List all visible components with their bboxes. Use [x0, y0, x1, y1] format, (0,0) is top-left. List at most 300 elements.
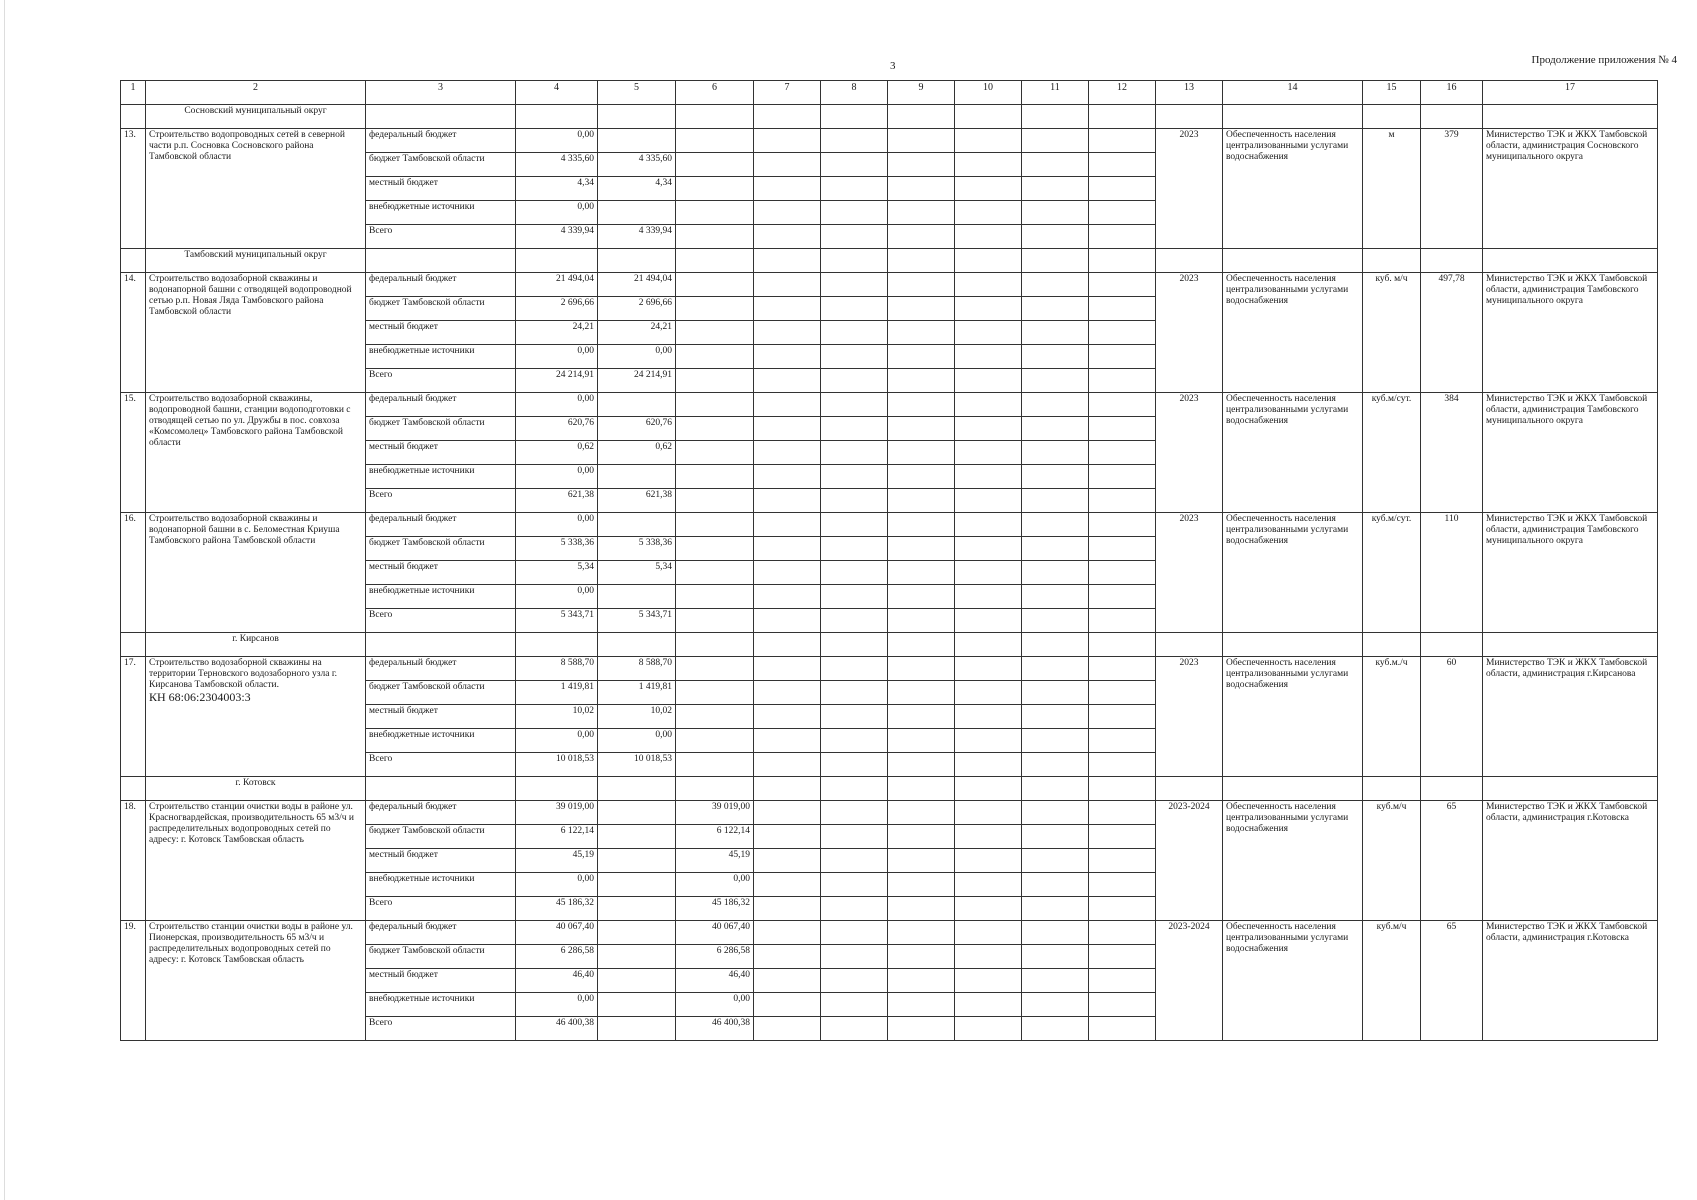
empty-cell [888, 225, 955, 249]
district-cell-empty [1089, 777, 1156, 801]
empty-cell [821, 321, 888, 345]
empty-cell [754, 273, 821, 297]
empty-cell [821, 489, 888, 513]
funding-source: местный бюджет [366, 561, 516, 585]
implementation-year: 2023 [1156, 393, 1223, 513]
empty-cell [821, 201, 888, 225]
funding-source: бюджет Тамбовской области [366, 681, 516, 705]
district-cell-empty [598, 633, 676, 657]
amount-2023 [598, 993, 676, 1017]
empty-cell [955, 561, 1022, 585]
amount-2024 [676, 201, 754, 225]
project-number: 16. [121, 513, 146, 633]
empty-cell [821, 393, 888, 417]
empty-cell [821, 609, 888, 633]
empty-cell [1022, 129, 1089, 153]
implementation-year: 2023 [1156, 273, 1223, 393]
table-row [121, 657, 1658, 681]
district-cell-empty [598, 105, 676, 129]
empty-cell [888, 801, 955, 825]
empty-cell [955, 921, 1022, 945]
empty-cell [888, 969, 955, 993]
empty-cell [821, 561, 888, 585]
empty-cell [754, 609, 821, 633]
empty-cell [754, 225, 821, 249]
column-number: 6 [676, 81, 754, 105]
executor: Министерство ТЭК и ЖКХ Тамбовской области, администрация Тамбовского муниципального округа [1483, 393, 1658, 513]
amount-total: 24,21 [516, 321, 598, 345]
empty-cell [1022, 945, 1089, 969]
amount-total: 0,00 [516, 393, 598, 417]
funding-source: местный бюджет [366, 969, 516, 993]
district-cell-empty [888, 633, 955, 657]
district-cell-empty [955, 777, 1022, 801]
empty-cell [1022, 225, 1089, 249]
district-cell-empty [1363, 777, 1421, 801]
district-cell-empty [955, 105, 1022, 129]
implementation-year: 2023 [1156, 657, 1223, 777]
empty-cell [888, 945, 955, 969]
amount-2023: 8 588,70 [598, 657, 676, 681]
amount-total: 5 343,71 [516, 609, 598, 633]
empty-cell [1022, 513, 1089, 537]
funding-source: Всего [366, 753, 516, 777]
empty-cell [888, 153, 955, 177]
empty-cell [1022, 537, 1089, 561]
empty-cell [821, 345, 888, 369]
table-row [121, 393, 1658, 417]
funding-source: местный бюджет [366, 441, 516, 465]
empty-cell [1022, 609, 1089, 633]
empty-cell [955, 345, 1022, 369]
column-number: 4 [516, 81, 598, 105]
amount-total: 39 019,00 [516, 801, 598, 825]
amount-2024 [676, 657, 754, 681]
executor: Министерство ТЭК и ЖКХ Тамбовской области, администрация г.Кирсанова [1483, 657, 1658, 777]
empty-cell [888, 729, 955, 753]
empty-cell [754, 657, 821, 681]
empty-cell [1089, 945, 1156, 969]
column-number: 9 [888, 81, 955, 105]
empty-cell [754, 561, 821, 585]
empty-cell [821, 873, 888, 897]
district-cell-empty [955, 633, 1022, 657]
amount-total: 620,76 [516, 417, 598, 441]
amount-2023 [598, 897, 676, 921]
funding-source: бюджет Тамбовской области [366, 537, 516, 561]
amount-2023 [598, 825, 676, 849]
amount-2023: 1 419,81 [598, 681, 676, 705]
empty-cell [888, 369, 955, 393]
empty-cell [754, 417, 821, 441]
empty-cell [888, 753, 955, 777]
district-cell-empty [821, 249, 888, 273]
empty-cell [754, 873, 821, 897]
empty-cell [1022, 1017, 1089, 1041]
unit: куб.м/сут. [1363, 513, 1421, 633]
unit: куб.м/сут. [1363, 393, 1421, 513]
project-name-text: Строительство водозаборной скважины и водонапорной башни в с. Беломестная Криуша Тамбовского района Тамбовской области [149, 514, 340, 546]
funding-source: Всего [366, 1017, 516, 1041]
empty-cell [1089, 129, 1156, 153]
district-cell-empty [888, 249, 955, 273]
project-number: 18. [121, 801, 146, 921]
empty-cell [955, 417, 1022, 441]
empty-cell [955, 537, 1022, 561]
district-cell-empty [516, 777, 598, 801]
empty-cell [888, 201, 955, 225]
amount-total: 5,34 [516, 561, 598, 585]
empty-cell [888, 513, 955, 537]
funding-source: внебюджетные источники [366, 201, 516, 225]
empty-cell [821, 369, 888, 393]
funding-source: местный бюджет [366, 849, 516, 873]
amount-total: 46 400,38 [516, 1017, 598, 1041]
empty-cell [888, 441, 955, 465]
funding-source: федеральный бюджет [366, 393, 516, 417]
empty-cell [1089, 609, 1156, 633]
project-name-text: Строительство станции очистки воды в районе ул. Красногвардейская, производительность 65 м3/ч и распределительных водопроводных сетей по адресу: г. Котовск Тамбовская область [149, 802, 354, 845]
district-cell-empty [121, 249, 146, 273]
amount-2023: 4 335,60 [598, 153, 676, 177]
district-cell-empty [516, 633, 598, 657]
empty-cell [1089, 417, 1156, 441]
amount-2024: 46,40 [676, 969, 754, 993]
empty-cell [754, 801, 821, 825]
amount-total: 4 339,94 [516, 225, 598, 249]
investment-table [120, 80, 1658, 1041]
district-cell-empty [821, 105, 888, 129]
empty-cell [1022, 417, 1089, 441]
amount-total: 0,62 [516, 441, 598, 465]
empty-cell [821, 1017, 888, 1041]
amount-2023 [598, 1017, 676, 1041]
empty-cell [754, 441, 821, 465]
indicator-value: 497,78 [1421, 273, 1483, 393]
empty-cell [955, 369, 1022, 393]
amount-2024 [676, 729, 754, 753]
amount-2023 [598, 465, 676, 489]
amount-2024 [676, 345, 754, 369]
empty-cell [888, 585, 955, 609]
empty-cell [754, 753, 821, 777]
empty-cell [955, 873, 1022, 897]
empty-cell [888, 825, 955, 849]
district-cell-empty [1223, 633, 1363, 657]
empty-cell [821, 513, 888, 537]
amount-total: 0,00 [516, 513, 598, 537]
amount-2023 [598, 849, 676, 873]
district-cell-empty [676, 105, 754, 129]
column-number: 3 [366, 81, 516, 105]
empty-cell [754, 849, 821, 873]
amount-total: 10 018,53 [516, 753, 598, 777]
funding-source: местный бюджет [366, 321, 516, 345]
column-number: 13 [1156, 81, 1223, 105]
empty-cell [821, 753, 888, 777]
district-cell-empty [1223, 105, 1363, 129]
project-name-text: Строительство станции очистки воды в районе ул. Пионерская, производительность 65 м3/ч и распределительных водопроводных сетей по адресу: г. Котовск Тамбовская область [149, 922, 353, 965]
amount-2024 [676, 681, 754, 705]
unit: м [1363, 129, 1421, 249]
district-cell-empty [1483, 249, 1658, 273]
column-number: 12 [1089, 81, 1156, 105]
empty-cell [888, 537, 955, 561]
amount-2023 [598, 921, 676, 945]
column-number: 16 [1421, 81, 1483, 105]
project-name-text: Строительство водозаборной скважины и водонапорной башни с отводящей водопроводной сетью р.п. Новая Ляда Тамбовского района Тамбовской области [149, 274, 352, 317]
indicator: Обеспеченность населения централизованными услугами водоснабжения [1223, 921, 1363, 1041]
empty-cell [1022, 177, 1089, 201]
funding-source: местный бюджет [366, 705, 516, 729]
empty-cell [754, 177, 821, 201]
unit: куб. м/ч [1363, 273, 1421, 393]
indicator-value: 60 [1421, 657, 1483, 777]
empty-cell [754, 489, 821, 513]
empty-cell [1022, 873, 1089, 897]
amount-2023: 4,34 [598, 177, 676, 201]
amount-2024 [676, 513, 754, 537]
empty-cell [955, 681, 1022, 705]
project-number: 19. [121, 921, 146, 1041]
empty-cell [1022, 153, 1089, 177]
executor: Министерство ТЭК и ЖКХ Тамбовской области, администрация Тамбовского муниципального округа [1483, 513, 1658, 633]
funding-source: бюджет Тамбовской области [366, 417, 516, 441]
empty-cell [888, 993, 955, 1017]
empty-cell [821, 441, 888, 465]
project-name [146, 657, 366, 777]
district-cell-empty [1022, 633, 1089, 657]
empty-cell [1089, 729, 1156, 753]
district-cell-empty [676, 249, 754, 273]
empty-cell [821, 945, 888, 969]
empty-cell [955, 1017, 1022, 1041]
empty-cell [1089, 561, 1156, 585]
indicator: Обеспеченность населения централизованными услугами водоснабжения [1223, 513, 1363, 633]
project-name-text: Строительство водопроводных сетей в северной части р.п. Сосновка Сосновского района Тамбовской области [149, 130, 345, 162]
empty-cell [754, 465, 821, 489]
empty-cell [955, 945, 1022, 969]
amount-2023 [598, 201, 676, 225]
amount-2023: 10,02 [598, 705, 676, 729]
empty-cell [754, 129, 821, 153]
empty-cell [1022, 273, 1089, 297]
empty-cell [754, 825, 821, 849]
empty-cell [821, 801, 888, 825]
district-cell-empty [366, 249, 516, 273]
district-cell-empty [821, 633, 888, 657]
empty-cell [1089, 825, 1156, 849]
project-name [146, 801, 366, 921]
empty-cell [1089, 585, 1156, 609]
cadastral-number: КН 68:06:2304003:3 [149, 689, 251, 704]
district-cell-empty [121, 777, 146, 801]
empty-cell [754, 969, 821, 993]
amount-2024 [676, 561, 754, 585]
amount-2024 [676, 153, 754, 177]
district-cell-empty [1089, 249, 1156, 273]
empty-cell [1089, 465, 1156, 489]
empty-cell [888, 657, 955, 681]
amount-total: 45,19 [516, 849, 598, 873]
indicator-value: 110 [1421, 513, 1483, 633]
project-name [146, 273, 366, 393]
funding-source: федеральный бюджет [366, 801, 516, 825]
indicator: Обеспеченность населения централизованными услугами водоснабжения [1223, 273, 1363, 393]
district-cell-empty [1421, 777, 1483, 801]
empty-cell [754, 513, 821, 537]
empty-cell [955, 705, 1022, 729]
empty-cell [955, 513, 1022, 537]
empty-cell [1022, 753, 1089, 777]
funding-source: Всего [366, 369, 516, 393]
funding-source: внебюджетные источники [366, 993, 516, 1017]
empty-cell [955, 969, 1022, 993]
district-cell-empty [676, 777, 754, 801]
empty-cell [1089, 897, 1156, 921]
funding-source: Всего [366, 489, 516, 513]
empty-cell [888, 561, 955, 585]
project-name [146, 513, 366, 633]
empty-cell [1022, 465, 1089, 489]
district-cell-empty [1223, 777, 1363, 801]
empty-cell [888, 897, 955, 921]
district-cell-empty [676, 633, 754, 657]
district-cell-empty [1483, 777, 1658, 801]
indicator: Обеспеченность населения централизованными услугами водоснабжения [1223, 801, 1363, 921]
empty-cell [754, 537, 821, 561]
empty-cell [1089, 273, 1156, 297]
amount-2023: 4 339,94 [598, 225, 676, 249]
empty-cell [1022, 801, 1089, 825]
amount-2024: 0,00 [676, 993, 754, 1017]
district-name: Тамбовский муниципальный округ [146, 249, 366, 273]
amount-2023: 24,21 [598, 321, 676, 345]
district-cell-empty [1022, 249, 1089, 273]
continuation-note: Продолжение приложения № 4 [1531, 54, 1677, 66]
amount-total: 6 286,58 [516, 945, 598, 969]
amount-2024 [676, 753, 754, 777]
executor: Министерство ТЭК и ЖКХ Тамбовской области, администрация г.Котовска [1483, 801, 1658, 921]
empty-cell [888, 1017, 955, 1041]
amount-2024 [676, 489, 754, 513]
empty-cell [888, 297, 955, 321]
empty-cell [1022, 441, 1089, 465]
amount-total: 4,34 [516, 177, 598, 201]
funding-source: федеральный бюджет [366, 921, 516, 945]
district-cell-empty [1089, 105, 1156, 129]
empty-cell [1022, 825, 1089, 849]
amount-2023 [598, 585, 676, 609]
empty-cell [888, 681, 955, 705]
amount-2024 [676, 585, 754, 609]
amount-2023 [598, 801, 676, 825]
table-row [121, 129, 1658, 153]
funding-source: внебюджетные источники [366, 585, 516, 609]
table-row [121, 801, 1658, 825]
empty-cell [1089, 489, 1156, 513]
empty-cell [821, 921, 888, 945]
empty-cell [821, 129, 888, 153]
district-cell-empty [598, 249, 676, 273]
amount-2023 [598, 873, 676, 897]
column-number: 11 [1022, 81, 1089, 105]
amount-total: 0,00 [516, 129, 598, 153]
amount-2024 [676, 705, 754, 729]
project-number: 17. [121, 657, 146, 777]
table-row [121, 513, 1658, 537]
amount-2023 [598, 945, 676, 969]
empty-cell [754, 729, 821, 753]
empty-cell [955, 465, 1022, 489]
amount-total: 4 335,60 [516, 153, 598, 177]
district-cell-empty [121, 633, 146, 657]
amount-2023 [598, 393, 676, 417]
amount-2024 [676, 129, 754, 153]
amount-2024: 45,19 [676, 849, 754, 873]
funding-source: федеральный бюджет [366, 657, 516, 681]
implementation-year: 2023 [1156, 129, 1223, 249]
amount-total: 2 696,66 [516, 297, 598, 321]
empty-cell [955, 393, 1022, 417]
column-number: 7 [754, 81, 821, 105]
amount-2024 [676, 393, 754, 417]
empty-cell [955, 609, 1022, 633]
executor: Министерство ТЭК и ЖКХ Тамбовской области, администрация Сосновского муниципального округа [1483, 129, 1658, 249]
empty-cell [1022, 969, 1089, 993]
empty-cell [955, 657, 1022, 681]
empty-cell [1022, 729, 1089, 753]
empty-cell [821, 657, 888, 681]
amount-total: 0,00 [516, 993, 598, 1017]
empty-cell [1089, 393, 1156, 417]
funding-source: бюджет Тамбовской области [366, 153, 516, 177]
empty-cell [821, 849, 888, 873]
amount-2024 [676, 369, 754, 393]
project-name [146, 393, 366, 513]
indicator: Обеспеченность населения централизованными услугами водоснабжения [1223, 129, 1363, 249]
empty-cell [754, 705, 821, 729]
funding-source: Всего [366, 225, 516, 249]
empty-cell [1089, 705, 1156, 729]
district-cell-empty [888, 105, 955, 129]
empty-cell [754, 297, 821, 321]
empty-cell [1022, 393, 1089, 417]
empty-cell [754, 921, 821, 945]
empty-cell [754, 993, 821, 1017]
empty-cell [955, 177, 1022, 201]
indicator-value: 65 [1421, 921, 1483, 1041]
empty-cell [1089, 345, 1156, 369]
empty-cell [1022, 345, 1089, 369]
amount-2024 [676, 609, 754, 633]
empty-cell [955, 753, 1022, 777]
district-cell-empty [1483, 105, 1658, 129]
empty-cell [888, 129, 955, 153]
amount-total: 8 588,70 [516, 657, 598, 681]
project-number: 13. [121, 129, 146, 249]
amount-2023: 21 494,04 [598, 273, 676, 297]
empty-cell [955, 897, 1022, 921]
empty-cell [888, 393, 955, 417]
district-cell-empty [821, 777, 888, 801]
district-cell-empty [1223, 249, 1363, 273]
empty-cell [821, 705, 888, 729]
amount-2023: 24 214,91 [598, 369, 676, 393]
district-cell-empty [516, 105, 598, 129]
district-cell-empty [1363, 105, 1421, 129]
amount-total: 0,00 [516, 585, 598, 609]
